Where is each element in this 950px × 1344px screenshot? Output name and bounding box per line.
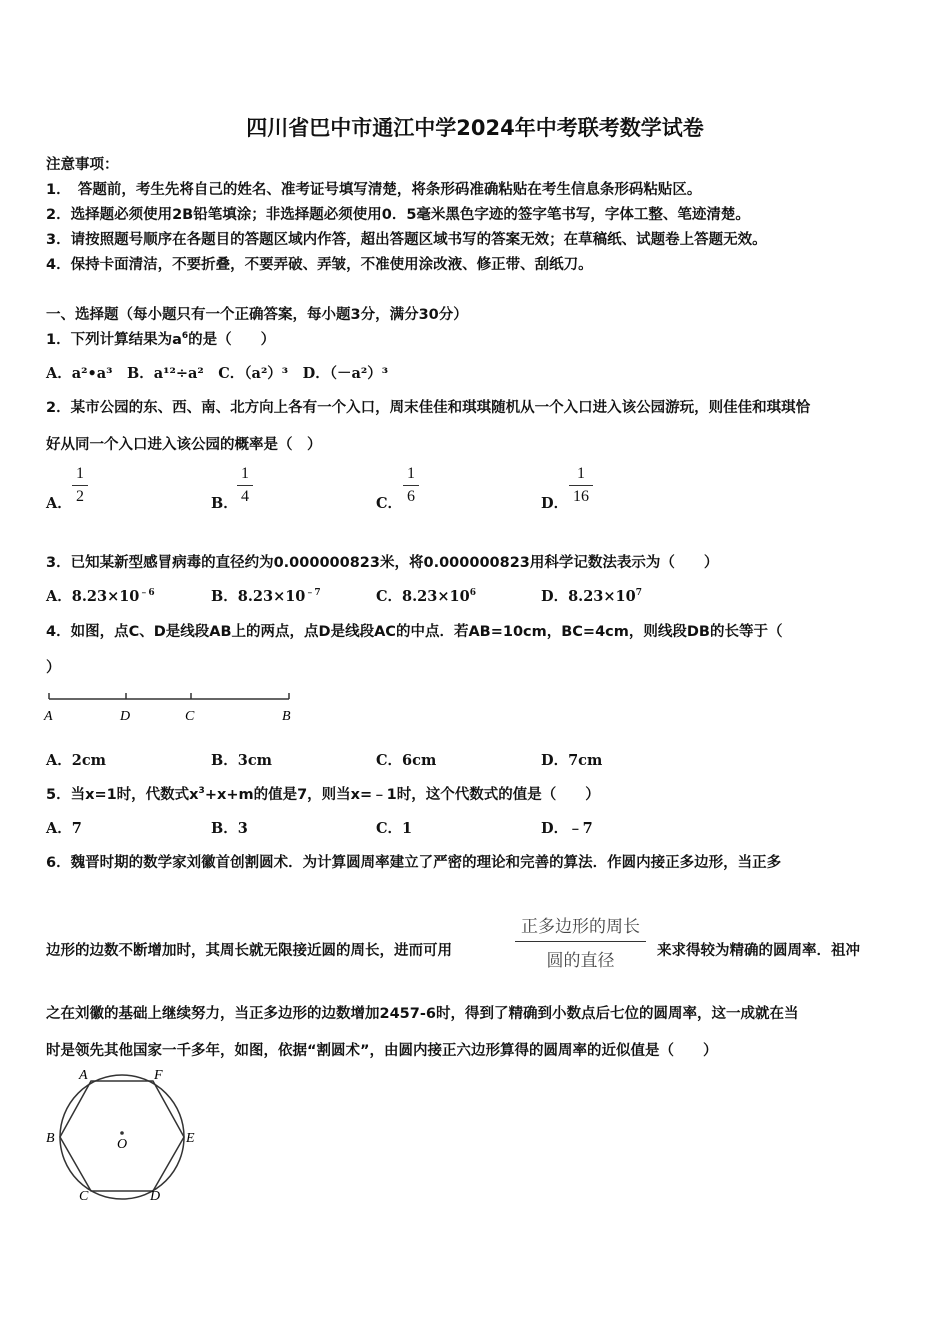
q6-fraction-denominator: 圆的直径 bbox=[546, 951, 615, 971]
vertex-label-d: D bbox=[150, 1189, 161, 1204]
point-label-c: C bbox=[185, 709, 195, 724]
q3-option-b-base: B．8.23×10 bbox=[211, 588, 306, 605]
q3-option-a bbox=[46, 585, 155, 606]
q3-stem: 3．已知某新型感冒病毒的直径约为0.000000823米，将0.000000823用科学记数法表示为（ ） bbox=[46, 555, 719, 571]
center-point bbox=[120, 1131, 124, 1135]
q3-option-c-exponent: 6 bbox=[469, 588, 476, 598]
q3-option-c-base: C．8.23×10 bbox=[376, 588, 470, 605]
q3-option-d bbox=[541, 585, 642, 606]
q3-option-d-base: D．8.23×10 bbox=[541, 588, 636, 605]
notice-item-2: 2．选择题必须使用2B铅笔填涂；非选择题必须使用0．5毫米黑色字迹的签字笔书写，字体工整、笔迹清楚。 bbox=[46, 207, 750, 223]
q6-pi-fraction bbox=[515, 912, 646, 971]
q2-option-d-denominator: 16 bbox=[573, 488, 589, 505]
point-label-d: D bbox=[120, 709, 131, 724]
q1-options: A．a²•a³ B．a¹²÷a² C．（a²）³ D．（－a²）³ bbox=[46, 365, 389, 382]
q2-option-a-denominator: 2 bbox=[76, 488, 84, 505]
q6-stem-line2-start: 边形的边数不断增加时，其周长就无限接近圆的周长，进而可用 bbox=[46, 943, 452, 959]
q1-stem-text: 1．下列计算结果为a bbox=[46, 332, 182, 348]
q2-option-c-numerator: 1 bbox=[403, 465, 419, 486]
q5-stem-tail: +x+m的值是7，则当x=﹣1时，这个代数式的值是（ ） bbox=[204, 787, 600, 803]
q1-stem-exponent: 6 bbox=[181, 331, 189, 341]
q6-stem-line4: 时是领先其他国家一千多年，如图，依据“割圆术”，由圆内接正六边形算得的圆周率的近似值是（ ） bbox=[46, 1043, 718, 1059]
q4-option-a: A．2cm bbox=[46, 752, 107, 769]
q5-option-a: A．7 bbox=[46, 820, 82, 837]
q3-option-b bbox=[211, 585, 321, 606]
q5-stem bbox=[46, 783, 600, 804]
notice-item-3: 3．请按照题号顺序在各题目的答题区域内作答，超出答题区域书写的答案无效；在草稿纸、试题卷上答题无效。 bbox=[46, 232, 767, 248]
q5-option-d: D．﹣7 bbox=[541, 820, 593, 837]
vertex-label-c: C bbox=[79, 1189, 89, 1204]
q2-option-c-label: C． bbox=[376, 495, 403, 512]
point-label-b: B bbox=[282, 709, 291, 724]
inscribed-hexagon bbox=[60, 1081, 184, 1191]
q2-option-c-denominator: 6 bbox=[407, 488, 415, 505]
vertex-label-a: A bbox=[79, 1068, 88, 1083]
q5-stem-text: 5．当x=1时，代数式x bbox=[46, 787, 199, 803]
q1-stem bbox=[46, 328, 275, 349]
q4-segment-figure bbox=[40, 690, 300, 726]
q6-stem-line3: 之在刘徽的基础上继续努力，当正多边形的边数增加2457-6时，得到了精确到小数点后七位的圆周率，这一成就在当 bbox=[46, 1006, 799, 1022]
q5-option-c: C．1 bbox=[376, 820, 413, 837]
q2-option-a-label: A． bbox=[46, 495, 72, 512]
q2-option-a-numerator: 1 bbox=[72, 465, 88, 486]
q3-option-a-base: A．8.23×10 bbox=[46, 588, 140, 605]
q6-stem-line2-end: 来求得较为精确的圆周率．祖冲 bbox=[657, 943, 860, 959]
q2-stem-line1: 2．某市公园的东、西、南、北方向上各有一个入口，周末佳佳和琪琪随机从一个入口进入该公园游玩，则佳佳和琪琪恰 bbox=[46, 400, 811, 416]
q3-option-a-exponent: ﹣6 bbox=[139, 588, 155, 598]
q2-option-b-label: B． bbox=[211, 495, 238, 512]
q4-stem-line1: 4．如图，点C、D是线段AB上的两点，点D是线段AC的中点．若AB=10cm，BC=4cm，则线段DB的长等于（ bbox=[46, 624, 783, 640]
q3-option-c bbox=[376, 585, 476, 606]
notice-heading: 注意事项： bbox=[46, 157, 119, 173]
q5-stem-exponent: 3 bbox=[198, 786, 205, 796]
section-heading: 一、选择题（每小题只有一个正确答案，每小题3分，满分30分） bbox=[46, 307, 468, 323]
q6-hexagon-figure bbox=[40, 1062, 210, 1207]
notice-item-4: 4．保持卡面清洁，不要折叠，不要弄破、弄皱，不准使用涂改液、修正带、刮纸刀。 bbox=[46, 257, 593, 273]
q2-option-d-numerator: 1 bbox=[569, 465, 593, 486]
q6-stem-line1: 6．魏晋时期的数学家刘徽首创割圆术．为计算圆周率建立了严密的理论和完善的算法．作圆内接正多边形，当正多 bbox=[46, 855, 782, 871]
q4-option-b: B．3cm bbox=[211, 752, 273, 769]
page-title: 四川省巴中市通江中学2024年中考联考数学试卷 bbox=[246, 116, 704, 140]
vertex-label-f: F bbox=[154, 1068, 163, 1083]
q4-stem-line2: ） bbox=[46, 660, 61, 676]
q5-option-b: B．3 bbox=[211, 820, 248, 837]
q2-stem-line2: 好从同一个入口进入该公园的概率是（ ） bbox=[46, 437, 322, 453]
q1-stem-tail: 的是（ ） bbox=[188, 332, 276, 348]
q2-option-b-fraction bbox=[237, 465, 253, 506]
vertex-label-e: E bbox=[186, 1131, 195, 1146]
q2-option-d-label: D． bbox=[541, 495, 569, 512]
q2-option-a-fraction bbox=[72, 465, 88, 506]
center-label-o: O bbox=[117, 1137, 128, 1152]
q3-option-d-exponent: 7 bbox=[635, 588, 642, 598]
q6-fraction-numerator: 正多边形的周长 bbox=[515, 912, 646, 942]
vertex-label-b: B bbox=[46, 1131, 55, 1146]
point-label-a: A bbox=[44, 709, 53, 724]
q4-option-c: C．6cm bbox=[376, 752, 437, 769]
q2-option-d-fraction bbox=[569, 465, 593, 506]
q2-option-b-numerator: 1 bbox=[237, 465, 253, 486]
q3-option-b-exponent: ﹣7 bbox=[305, 588, 321, 598]
q2-option-c-fraction bbox=[403, 465, 419, 506]
notice-item-1: 1． 答题前，考生先将自己的姓名、准考证号填写清楚，将条形码准确粘贴在考生信息条形码粘贴区。 bbox=[46, 182, 702, 198]
q2-option-b-denominator: 4 bbox=[241, 488, 249, 505]
q4-option-d: D．7cm bbox=[541, 752, 603, 769]
